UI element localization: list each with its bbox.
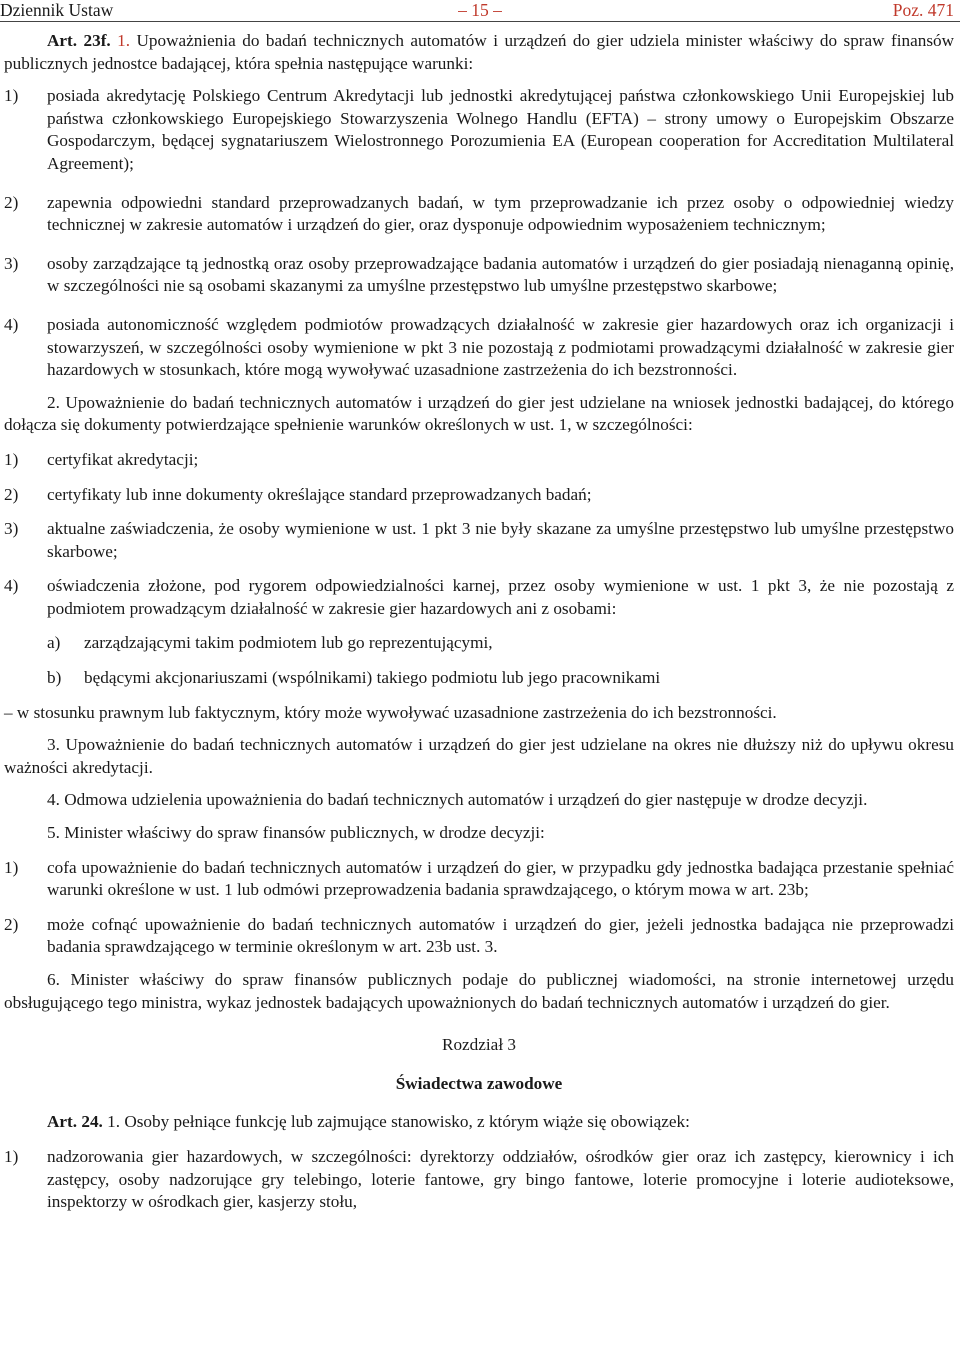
list-item [4,253,954,298]
sub-list-item-letter: b) [47,668,62,688]
list-item-number: 1) [4,86,19,106]
list-item-number: 2) [4,914,19,934]
closing-dash-clause: – w stosunku prawnym lub faktycznym, który może wywoływać uzasadnione zastrzeżenia do ich bezstronności. [4,702,777,722]
list-item [4,85,954,175]
sub-list-item [47,667,954,690]
list-item-text: certyfikaty lub inne dokumenty określające standard przeprowadzanych badań; [47,484,592,504]
sub-list-item [47,632,954,655]
position-number: Poz. 471 [892,0,954,20]
list-item [4,914,954,959]
list-item-text: posiada autonomiczność względem podmiotów prowadzących działalność w zakresie gier hazardowych oraz ich organizacji i stowarzyszeń, w szczególności osoby wymienione w pkt 3 nie pozostają z podmiotami prowadzącymi działalność w zakresie gier hazardowych w stosunkach, które mogą wywoływać uzasadnione zastrzeżenia do ich bezstronności. [47,314,954,380]
page-number: – 15 – [458,0,502,20]
list-item [4,192,954,237]
chapter-title: Świadectwa zawodowe [395,1073,563,1093]
sub-list-item-text: zarządzającymi takim podmiotem lub go reprezentującymi, [84,633,493,653]
art23f-paragraph-3: 3. Upoważnienie do badań technicznych automatów i urządzeń do gier jest udzielane na okres nie dłuższy niż do upływu okresu ważności akredytacji. [4,735,954,777]
art23f-paragraph-1 [4,30,954,75]
list-item-text: cofa upoważnienie do badań technicznych automatów i urządzeń do gier, w przypadku gdy jednostka badająca przestanie spełniać warunki określone w ust. 1 lub odmówi przeprowadzenia badania sprawdzającego, o którym mowa w art. 23b; [47,857,954,900]
list-item-number: 1) [4,1146,19,1166]
list-item-number: 3) [4,519,19,539]
list-item-number: 2) [4,484,19,504]
art23f-label: Art. 23f. [47,31,111,50]
list-item [4,518,954,563]
art23f-paragraph-6: 6. Minister właściwy do spraw finansów publicznych podaje do publicznej wiadomości, na stronie internetowej urzędu obsługującego tego ministra, wykaz jednostek badających upoważnionych do badań technicznych automatów i urządzeń do gier. [4,970,954,1012]
art23f-paragraph-2: 2. Upoważnienie do badań technicznych automatów i urządzeń do gier jest udzielane na wniosek jednostki badającej, do którego dołącza się dokumenty potwierdzające spełnienie warunków określonych w ust. 1, w szczególności: [4,392,954,435]
list-item-number: 2) [4,192,19,212]
list-item-number: 4) [4,576,19,596]
art24-p1-text: 1. Osoby pełniące funkcję lub zajmujące stanowisko, z którym wiąże się obowiązek: [107,1112,690,1132]
list-item-text: osoby zarządzające tą jednostką oraz osoby przeprowadzające badania automatów i urządzeń do gier posiadają nienaganną opinię, w szczególności nie są osobami skazanymi za umyślne przestępstwo lub umyślne przestępstwo skarbowe; [47,253,954,296]
list-item [4,449,954,472]
art24-paragraph-1 [4,1111,954,1134]
page-header [0,0,960,22]
list-item-text: aktualne zaświadczenia, że osoby wymienione w ust. 1 pkt 3 nie były skazane za umyślne przestępstwo lub umyślne przestępstwo skarbowe; [47,519,954,561]
art23f-p1-text: Upoważnienia do badań technicznych automatów i urządzeń do gier udziela minister właściwy do spraw finansów publicznych jednostce badającej, która spełnia następujące warunki: [4,31,955,73]
sub-list-item-letter: a) [47,633,61,653]
document-body [4,30,954,1214]
list-item [4,484,954,507]
list-item-text: może cofnąć upoważnienie do badań technicznych automatów i urządzeń do gier, jeżeli jednostka badająca nie przeprowadzi badania sprawdzającego w terminie określonym w art. 23b ust. 3. [47,914,954,957]
header-rule [0,21,960,22]
list-item-text: posiada akredytację Polskiego Centrum Akredytacji lub jednostki akredytującej państwa członkowskiego Unii Europejskiej lub państwa członkowskiego Europejskiego Stowarzyszenia Wolnego Handlu (EFTA) – strony umowy o Europejskim Obszarze Gospodarczym, będącej sygnatariuszem Wielostronnego Porozumienia EA (European cooperation for Accreditation Multilateral Agreement); [47,86,954,173]
list-item-text: zapewnia odpowiedni standard przeprowadzanych badań, w tym przeprowadzanie ich przez osoby o odpowiedniej wiedzy technicznej w zakresie automatów i urządzeń do gier, oraz dysponuje odpowiednim wyposażeniem technicznym; [47,192,954,235]
art24-label: Art. 24. [47,1112,103,1132]
list-item [4,314,954,382]
list-item [4,857,954,902]
list-item-number: 1) [4,857,19,877]
art23f-paragraph-5: 5. Minister właściwy do spraw finansów publicznych, w drodze decyzji: [47,823,545,843]
list-item [4,575,954,620]
journal-title: Dziennik Ustaw [0,0,114,20]
list-item-number: 1) [4,449,19,469]
sub-list-item-text: będącymi akcjonariuszami (wspólnikami) takiego podmiotu lub jego pracownikami [84,668,661,688]
list-item-number: 4) [4,314,19,334]
list-item-text: nadzorowania gier hazardowych, w szczególności: dyrektorzy oddziałów, ośrodków gier oraz ich zastępcy, kierownicy i ich zastępcy, osoby nadzorujące gry telebingo, loterie fantowe, gry bingo fantowe, loterie promocyjne i loterie audioteksowe, inspektorzy w ośrodkach gier, kasjerzy stołu, [47,1146,954,1212]
list-item-number: 3) [4,253,19,273]
list-item-text: oświadczenia złożone, pod rygorem odpowiedzialności karnej, przez osoby wymienione w ust. 1 pkt 3, że nie pozostają z podmiotem prowadzącym działalność w zakresie gier hazardowych ani z osobami: [47,576,954,618]
list-item [4,1146,954,1214]
chapter-number: Rozdział 3 [442,1035,516,1055]
art23f-p1-number: 1. [117,31,131,50]
list-item-text: certyfikat akredytacji; [47,449,199,469]
art23f-paragraph-4: 4. Odmowa udzielenia upoważnienia do badań technicznych automatów i urządzeń do gier następuje w drodze decyzji. [47,790,868,810]
